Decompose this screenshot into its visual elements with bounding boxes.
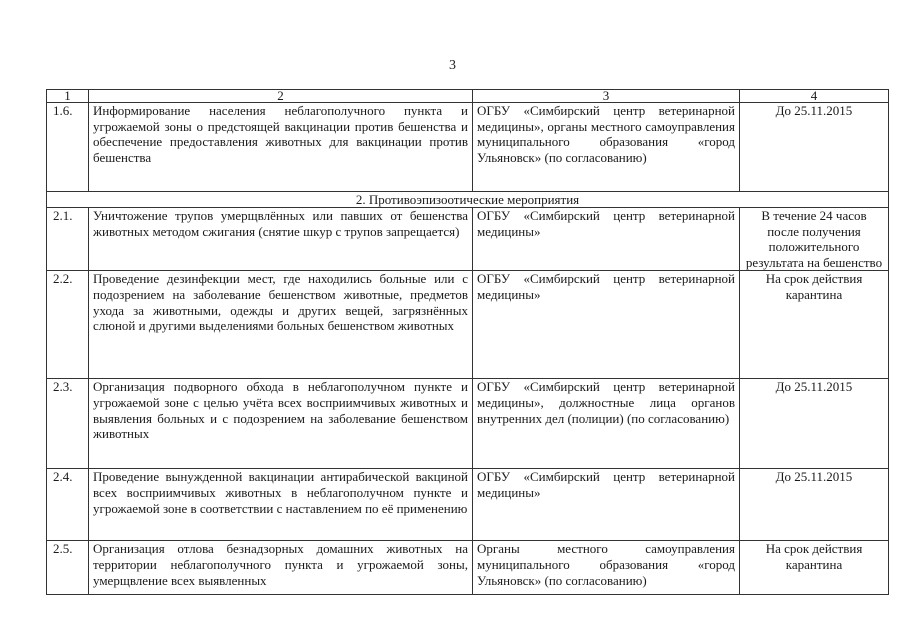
table-row (47, 469, 889, 541)
table-row (47, 208, 889, 271)
measure-cell: Проведение вынужденной вакцинации антирабической вакциной всех восприимчивых животных в неблагополучном пункте и угрожаемой зоне в соответствии с наставлением по её применению (89, 469, 473, 541)
deadline-cell: На срок действия карантина (740, 271, 889, 379)
row-number: 2.1. (47, 208, 89, 271)
executor-cell: ОГБУ «Симбирский центр ветеринарной медицины», органы местного самоуправления муниципального образования «город Ульяновск» (по согласованию) (473, 103, 740, 192)
section-title: 2. Противоэпизоотические мероприятия (47, 192, 889, 208)
row-number: 2.4. (47, 469, 89, 541)
table-row (47, 379, 889, 469)
deadline-cell: До 25.11.2015 (740, 469, 889, 541)
deadline-cell: В течение 24 часов после получения положительного результата на бешенство (740, 208, 889, 271)
measures-table (46, 89, 889, 595)
row-number: 2.3. (47, 379, 89, 469)
column-header-1: 1 (47, 90, 89, 103)
table-row (47, 271, 889, 379)
executor-cell: ОГБУ «Симбирский центр ветеринарной медицины» (473, 469, 740, 541)
table-row (47, 103, 889, 192)
deadline-cell: До 25.11.2015 (740, 103, 889, 192)
column-header-4: 4 (740, 90, 889, 103)
column-header-3: 3 (473, 90, 740, 103)
row-number: 1.6. (47, 103, 89, 192)
row-number: 2.5. (47, 541, 89, 595)
section-header-row (47, 192, 889, 208)
table-header-row (47, 90, 889, 103)
deadline-cell: До 25.11.2015 (740, 379, 889, 469)
table-row (47, 541, 889, 595)
executor-cell: Органы местного самоуправления муниципального образования «город Ульяновск» (по согласованию) (473, 541, 740, 595)
page-number: 3 (449, 58, 456, 73)
measure-cell: Уничтожение трупов умерщвлённых или павших от бешенства животных методом сжигания (снятие шкур с трупов запрещается) (89, 208, 473, 271)
measure-cell: Информирование населения неблагополучного пункта и угрожаемой зоны о предстоящей вакцинации против бешенства и обеспечение предоставления животных для вакцинации против бешенства (89, 103, 473, 192)
deadline-cell: На срок действия карантина (740, 541, 889, 595)
executor-cell: ОГБУ «Симбирский центр ветеринарной медицины» (473, 271, 740, 379)
measure-cell: Организация отлова безнадзорных домашних животных на территории неблагополучного пункта и угрожаемой зоны, умерщвление всех выявленных (89, 541, 473, 595)
column-header-2: 2 (89, 90, 473, 103)
executor-cell: ОГБУ «Симбирский центр ветеринарной медицины», должностные лица органов внутренних дел (полиции) (по согласованию) (473, 379, 740, 469)
measure-cell: Организация подворного обхода в неблагополучном пункте и угрожаемой зоне с целью учёта всех восприимчивых животных и выявления больных и с подозрением на заболевание бешенством животных (89, 379, 473, 469)
measure-cell: Проведение дезинфекции мест, где находились больные или с подозрением на заболевание бешенством животные, предметов ухода за животными, одежды и других вещей, загрязнённых слюной и другими выделениями больных бешенством животных (89, 271, 473, 379)
row-number: 2.2. (47, 271, 89, 379)
executor-cell: ОГБУ «Симбирский центр ветеринарной медицины» (473, 208, 740, 271)
